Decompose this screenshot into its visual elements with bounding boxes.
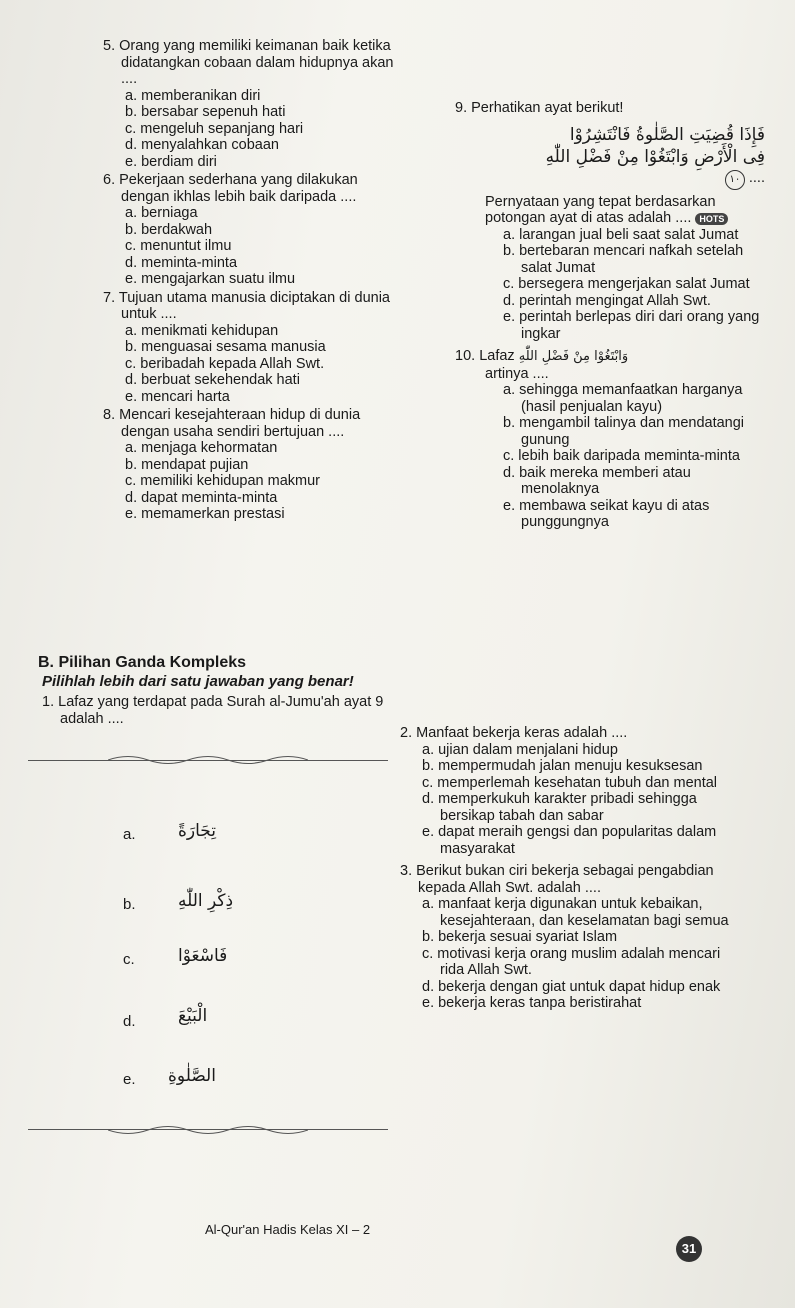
option-label: b. — [123, 896, 136, 913]
option: d. perintah mengingat Allah Swt. — [503, 292, 711, 309]
option: c. mengeluh sepanjang hari — [125, 120, 304, 137]
arabic-verse-line: فَإِذَا قُضِيَتِ الصَّلٰوةُ فَانْتَشِرُوْا — [569, 124, 765, 145]
option: a. menjaga kehormatan — [125, 440, 278, 456]
right-lower-column — [400, 725, 740, 1014]
option: d. baik mereka memberi atau menolaknya — [503, 464, 691, 497]
ayah-number-icon: ١٠ — [725, 170, 745, 190]
question-text: Manfaat bekerja keras adalah .... — [416, 725, 628, 741]
section-title: B. Pilihan Ganda Kompleks — [38, 654, 247, 671]
question-text: Perhatikan ayat berikut! — [471, 100, 624, 116]
section-instruction: Pilihlah lebih dari satu jawaban yang benar! — [42, 672, 354, 690]
option: c. bersegera mengerjakan salat Jumat — [503, 276, 750, 292]
section-b — [38, 655, 398, 727]
question-text: Lafaz yang terdapat pada Surah al-Jumu'ah ayat 9 adalah .... — [58, 694, 384, 727]
option: a. berniaga — [125, 205, 198, 221]
option: b. berdakwah — [125, 221, 213, 238]
option: c. memiliki kehidupan makmur — [125, 473, 321, 489]
question-5: 5. Orang yang memiliki keimanan baik ketika didatangkan cobaan dalam hidupnya akan .... a. memberanikan diri b. bersabar sepenuh hati c. mengeluh sepanjang hari d. menyalahkan cobaan e. berdiam diri — [103, 38, 403, 170]
complex-question-3: 3. Berikut bukan ciri bekerja sebagai pengabdian kepada Allah Swt. adalah .... a. manfaat kerja digunakan untuk kebaikan, kesejahteraan, dan keselamatan bagi semua b. bekerja sesuai syariat Islam c. motivasi kerja orang muslim adalah mencari rida Allah Swt. d. bekerja dengan giat untuk dapat hidup enak e. bekerja keras tanpa beristirahat — [400, 863, 740, 1012]
option: d. bekerja dengan giat untuk dapat hidup enak — [422, 978, 721, 995]
option: e. mengajarkan suatu ilmu — [125, 271, 296, 287]
hots-badge: HOTS — [695, 213, 728, 225]
option: d. berbuat sekehendak hati — [125, 372, 300, 388]
option: c. lebih baik daripada meminta-minta — [503, 448, 740, 464]
arabic-phrase: وَابْتَغُوْا مِنْ فَضْلِ اللّٰهِ — [518, 349, 629, 364]
option: d. menyalahkan cobaan — [125, 137, 279, 153]
question-8: 8. Mencari kesejahteraan hidup di dunia dengan usaha sendiri bertujuan .... a. menjaga kehormatan b. mendapat pujian c. memiliki kehidupan makmur d. dapat meminta-minta e. memamerkan prestasi — [103, 407, 403, 523]
left-column — [103, 38, 403, 525]
question-text: Tujuan utama manusia diciptakan di dunia untuk .... — [118, 289, 390, 322]
question-10: 10. Lafaz وَابْتَغُوْا مِنْ فَضْلِ اللّٰهِ artinya .... a. sehingga memanfaatkan harganya (hasil penjualan kayu) b. mengambil talinya dan mendatangi gunung c. lebih baik daripada meminta-minta d. baik mereka memberi atau menolaknya e. membawa seikat kayu di atas punggungnya — [455, 348, 765, 531]
option: b. bekerja sesuai syariat Islam — [422, 929, 618, 945]
option: e. mencari harta — [125, 388, 230, 405]
option: c. motivasi kerja orang muslim adalah mencari rida Allah Swt. — [422, 945, 721, 978]
option: d. memperkukuh karakter pribadi sehingga bersikap tabah dan sabar — [422, 791, 697, 824]
option: e. berdiam diri — [125, 153, 217, 170]
option-arabic: ذِكْرِ اللّٰهِ — [178, 891, 234, 911]
option: a. menikmati kehidupan — [125, 322, 279, 339]
page-number: 31 — [676, 1236, 702, 1262]
question-text: Pernyataan yang tepat berdasarkan potongan ayat di atas adalah .... — [485, 193, 716, 226]
option: a. memberanikan diri — [125, 87, 261, 104]
option: e. perintah berlepas diri dari orang yang ingkar — [503, 309, 760, 342]
question-text: Mencari kesejahteraan hidup di dunia dengan usaha sendiri bertujuan .... — [119, 407, 361, 440]
arabic-options-box — [28, 760, 388, 1130]
question-6: 6. Pekerjaan sederhana yang dilakukan dengan ikhlas lebih baik daripada .... a. berniaga b. berdakwah c. menuntut ilmu d. meminta-minta e. mengajarkan suatu ilmu — [103, 172, 403, 288]
book-title-footer: Al-Qur'an Hadis Kelas XI – 2 — [205, 1222, 371, 1237]
option: e. membawa seikat kayu di atas punggungnya — [503, 497, 710, 530]
option-arabic: الْبَيْعَ — [178, 1006, 208, 1026]
option: d. meminta-minta — [125, 254, 238, 271]
option: c. beribadah kepada Allah Swt. — [125, 355, 325, 372]
option: a. sehingga memanfaatkan harganya (hasil penjualan kayu) — [503, 382, 743, 415]
option-label: d. — [123, 1013, 136, 1030]
option-label: a. — [123, 826, 136, 843]
option: e. dapat meraih gengsi dan popularitas dalam masyarakat — [422, 824, 717, 857]
question-text: Orang yang memiliki keimanan baik ketika didatangkan cobaan dalam hidupnya akan .... — [119, 38, 394, 87]
option-arabic: فَاسْعَوْا — [178, 946, 228, 966]
question-9: 9. Perhatikan ayat berikut! فَإِذَا قُضِيَتِ الصَّلٰوةُ فَانْتَشِرُوْا فِى الْأَرْضِ وَابْتَغُوْا مِنْ فَضْلِ اللّٰهِ ١٠ .... Pernyataan yang tepat berdasarkan potongan ayat di atas adalah .... HOTS a. larangan jual beli saat salat Jumat b. bertebaran mencari nafkah setelah salat Jumat c. bersegera mengerjakan salat Jumat d. perintah mengingat Allah Swt. e. perintah berlepas diri dari orang yang ingkar — [455, 100, 765, 342]
option: c. menuntut ilmu — [125, 238, 232, 254]
question-text: artinya .... — [485, 365, 549, 382]
option: a. larangan jual beli saat salat Jumat — [503, 226, 739, 243]
option: b. mendapat pujian — [125, 456, 249, 473]
option: b. mengambil talinya dan mendatangi gunung — [503, 415, 745, 448]
option: e. memamerkan prestasi — [125, 506, 285, 522]
option-label: e. — [123, 1071, 136, 1088]
option: b. bertebaran mencari nafkah setelah salat Jumat — [503, 243, 744, 276]
right-column — [455, 100, 765, 533]
ornament-top-icon — [108, 753, 308, 767]
option: a. ujian dalam menjalani hidup — [422, 741, 618, 758]
option: b. menguasai sesama manusia — [125, 339, 326, 355]
option: c. memperlemah kesehatan tubuh dan mental — [422, 774, 718, 791]
option: b. bersabar sepenuh hati — [125, 104, 286, 120]
option: e. bekerja keras tanpa beristirahat — [422, 995, 642, 1011]
option: d. dapat meminta-minta — [125, 489, 278, 506]
ornament-bottom-icon — [108, 1123, 308, 1137]
arabic-verse-line: فِى الْأَرْضِ وَابْتَغُوْا مِنْ فَضْلِ اللّٰهِ — [545, 147, 765, 167]
question-text: Berikut bukan ciri bekerja sebagai pengabdian kepada Allah Swt. adalah .... — [416, 863, 714, 896]
option: a. manfaat kerja digunakan untuk kebaikan, kesejahteraan, dan keselamatan bagi semua — [422, 896, 729, 929]
question-text: Pekerjaan sederhana yang dilakukan dengan ikhlas lebih baik daripada .... — [119, 172, 358, 205]
option-arabic: تِجَارَةً — [178, 821, 217, 841]
complex-question-1: 1. Lafaz yang terdapat pada Surah al-Jumu'ah ayat 9 adalah .... — [42, 694, 384, 727]
complex-question-2: 2. Manfaat bekerja keras adalah .... a. ujian dalam menjalani hidup b. mempermudah jalan menuju kesuksesan c. memperlemah kesehatan tubuh dan mental d. memperkukuh karakter pribadi sehingga bersikap tabah dan sabar e. dapat meraih gengsi dan popularitas dalam masyarakat — [400, 725, 740, 857]
option-arabic: الصَّلٰوةِ — [168, 1066, 216, 1086]
option: b. mempermudah jalan menuju kesuksesan — [422, 758, 703, 774]
question-7: 7. Tujuan utama manusia diciptakan di dunia untuk .... a. menikmati kehidupan b. menguasai sesama manusia c. beribadah kepada Allah Swt. d. berbuat sekehendak hati e. mencari harta — [103, 290, 403, 406]
option-label: c. — [123, 951, 135, 968]
